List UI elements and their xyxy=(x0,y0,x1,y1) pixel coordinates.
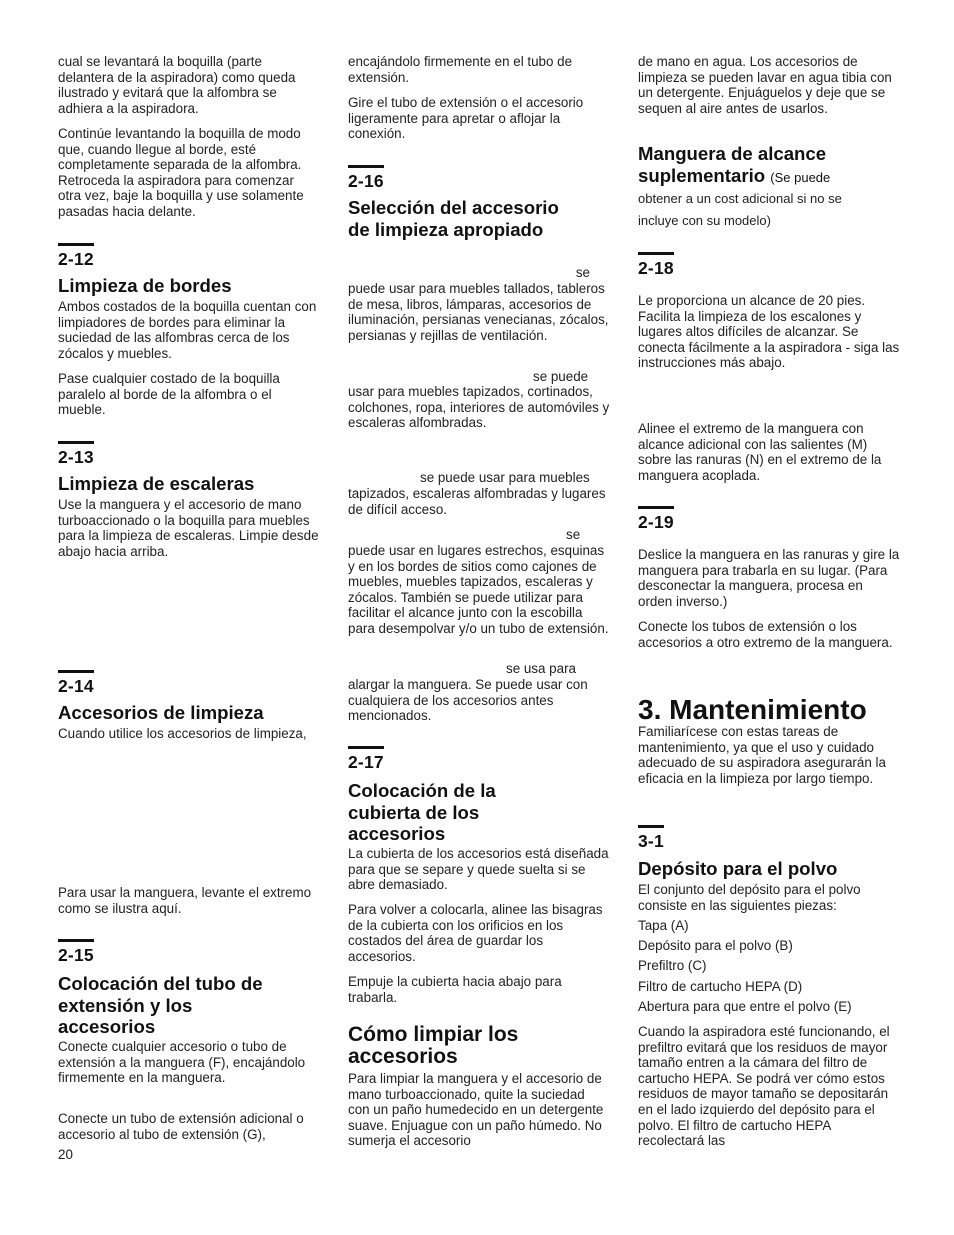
section-title xyxy=(638,143,900,188)
accessory-lead: se puede usar para muebles xyxy=(420,470,590,485)
parts-list-item: Tapa (A) xyxy=(638,918,689,933)
parts-list-item: Abertura para que entre el polvo (E) xyxy=(638,999,852,1014)
section-number: 2-14 xyxy=(58,670,94,696)
paragraph: Para usar la manguera, levante el extremo como se ilustra aquí. xyxy=(58,885,312,916)
paragraph: de mano en agua. Los accesorios de limpieza se pueden lavar en agua tibia con un detergente. Enjuáguelos y deje que se sequen al aire antes de usarlos. xyxy=(638,54,892,116)
paragraph: Conecte los tubos de extensión o los accesorios a otro extremo de la manguera. xyxy=(638,619,893,650)
paragraph: tapizados, escaleras alfombradas y lugares de difícil acceso. xyxy=(348,486,606,517)
paragraph: Deslice la manguera en las ranuras y gire la manguera para trabarla en su lugar. (Para desconectar la manguera, procesa en orden inverso.) xyxy=(638,547,900,609)
paragraph: La cubierta de los accesorios está diseñada para que se separe y quede suelta si se abre demasiado. xyxy=(348,846,609,893)
accessory-lead: se usa para xyxy=(506,661,576,676)
parts-list-item: Filtro de cartucho HEPA (D) xyxy=(638,979,803,994)
page-number: 20 xyxy=(58,1147,73,1162)
hose-note: (Se puede xyxy=(770,169,831,185)
section-title: Limpieza de bordes xyxy=(58,275,232,296)
paragraph: Conecte un tubo de extensión adicional o accesorio al tubo de extensión (G), xyxy=(58,1111,304,1142)
section-title: Depósito para el polvo xyxy=(638,858,838,879)
parts-list-item: Prefiltro (C) xyxy=(638,958,707,973)
paragraph: Conecte cualquier accesorio o tubo de extensión a la manguera (F), encajándolo firmemente en la manguera. xyxy=(58,1039,306,1086)
parts-list-item: Depósito para el polvo (B) xyxy=(638,938,793,953)
section-number: 2-16 xyxy=(348,165,384,191)
section-title: Selección del accesorio de limpieza apropiado xyxy=(348,197,559,240)
section-title: Limpieza de escaleras xyxy=(58,473,255,494)
paragraph: incluye con su modelo) xyxy=(638,213,771,228)
section-number: 2-17 xyxy=(348,746,384,772)
paragraph: usar para muebles tapizados, cortinados, colchones, ropa, interiores de automóviles y escaleras alfombradas. xyxy=(348,384,610,431)
section-number: 2-12 xyxy=(58,243,94,269)
paragraph: Le proporciona un alcance de 20 pies. Facilita la limpieza de los escalones y lugares altos difíciles de alcanzar. Se conecta fácilmente a la aspiradora - siga las instrucciones más abajo. xyxy=(638,293,900,371)
section-title: Accesorios de limpieza xyxy=(58,702,264,723)
section-number: 3-1 xyxy=(638,825,664,851)
paragraph: Gire el tubo de extensión o el accesorio ligeramente para apretar o aflojar la conexión. xyxy=(348,95,584,142)
paragraph: puede usar en lugares estrechos, esquinas y en los bordes de sitios como cajones de muebles, muebles tapizados, escaleras y zócalos. También se puede utilizar para facilitar el alcance junto con la escobilla para desempolvar y/o un tubo de extensión. xyxy=(348,543,609,636)
paragraph: Empuje la cubierta hacia abajo para trabarla. xyxy=(348,974,562,1005)
hose-title: Manguera de alcance suplementario xyxy=(638,143,827,186)
paragraph: encajándolo firmemente en el tubo de extensión. xyxy=(348,54,573,85)
paragraph: cual se levantará la boquilla (parte delantera de la aspiradora) como queda ilustrado y evitará que la alfombra se adhiera a la aspiradora. xyxy=(58,54,296,116)
paragraph: Para limpiar la manguera y el accesorio de mano turboaccionado, quite la suciedad con un paño humedecido en un detergente suave. Enjuague con un paño húmedo. No sumerja el accesorio xyxy=(348,1071,604,1149)
section-number: 2-13 xyxy=(58,441,94,467)
chapter-title: 3. Mantenimiento xyxy=(638,694,867,725)
paragraph: Pase cualquier costado de la boquilla paralelo al borde de la alfombra o el mueble. xyxy=(58,371,280,418)
paragraph: El conjunto del depósito para el polvo consiste en las siguientes piezas: xyxy=(638,882,861,913)
paragraph: Alinee el extremo de la manguera con alcance adicional con las salientes (M) sobre las ranuras (N) en el extremo de la manguera acoplada. xyxy=(638,421,882,483)
section-title: Cómo limpiar los accesorios xyxy=(348,1023,519,1068)
paragraph: Cuando la aspiradora esté funcionando, el prefiltro evitará que los residuos de mayor tamaño entren a la cámara del filtro de cartucho HEPA. Se podrá ver cómo estos residuos de mayor tamaño se depositarán en el lado izquierdo del depósito para el polvo. El filtro de cartucho HEPA recolectará las xyxy=(638,1024,890,1149)
section-number: 2-18 xyxy=(638,252,674,278)
section-number: 2-19 xyxy=(638,506,674,532)
section-title: Colocación de la cubierta de los accesorios xyxy=(348,780,496,844)
paragraph: Para volver a colocarla, alinee las bisagras de la cubierta con los orificios en los costados del área de guardar los accesorios. xyxy=(348,902,603,964)
paragraph: Familiarícese con estas tareas de mantenimiento, ya que el uso y cuidado adecuado de su aspiradora asegurarán la eficacia en la limpieza por largo tiempo. xyxy=(638,724,886,786)
paragraph: Use la manguera y el accesorio de mano turboaccionado o la boquilla para muebles para la limpieza de escaleras. Limpie desde abajo hacia arriba. xyxy=(58,497,319,559)
paragraph: alargar la manguera. Se puede usar con cualquiera de los accesorios antes mencionados. xyxy=(348,677,588,724)
paragraph: Ambos costados de la boquilla cuentan con limpiadores de bordes para eliminar la suciedad de las alfombras cerca de los zócalos y muebles. xyxy=(58,299,317,361)
accessory-lead: se puede xyxy=(533,369,589,384)
paragraph: Continúe levantando la boquilla de modo que, cuando llegue al borde, esté completamente separada de la alfombra. Retroceda la aspiradora para comenzar otra vez, baje la boquilla y use solamente pasadas hacia delante. xyxy=(58,126,304,219)
section-title: Colocación del tubo de extensión y los accesorios xyxy=(58,973,263,1037)
accessory-lead: se xyxy=(566,527,581,542)
paragraph: obtener a un cost adicional si no se xyxy=(638,191,842,206)
section-number: 2-15 xyxy=(58,939,94,965)
paragraph: puede usar para muebles tallados, tableros de mesa, libros, lámparas, accesorios de iluminación, persianas venecianas, zócalos, persianas y rejillas de ventilación. xyxy=(348,281,609,343)
accessory-lead: se xyxy=(575,265,590,280)
paragraph: Cuando utilice los accesorios de limpieza, xyxy=(58,726,307,741)
